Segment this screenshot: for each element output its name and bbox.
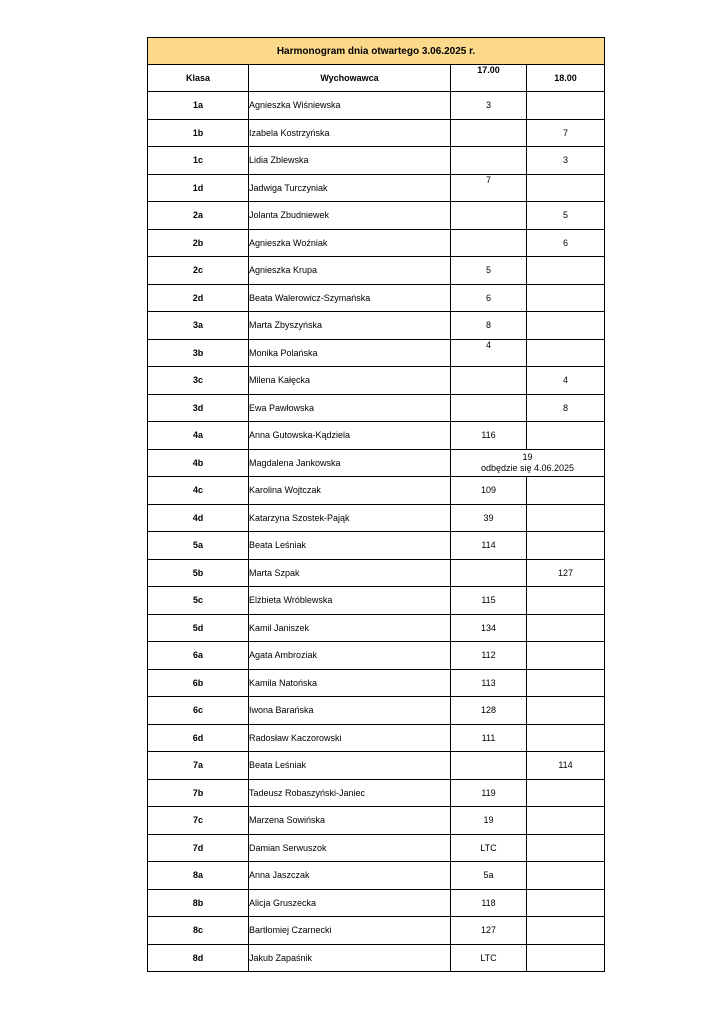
room-18-cell	[527, 92, 605, 120]
class-cell: 4c	[148, 477, 249, 505]
merged-time-cell	[451, 449, 605, 477]
class-cell: 4a	[148, 422, 249, 450]
room-18-cell	[527, 944, 605, 972]
room-17-cell: 114	[451, 532, 527, 560]
table-row	[148, 642, 605, 670]
table-row	[148, 834, 605, 862]
room-17-cell: 118	[451, 889, 527, 917]
teacher-cell: Marzena Sowińska	[249, 807, 451, 835]
teacher-cell: Damian Serwuszok	[249, 834, 451, 862]
room-18-cell: 3	[527, 147, 605, 175]
table-row	[148, 257, 605, 285]
class-cell: 6a	[148, 642, 249, 670]
room-17-cell: 39	[451, 504, 527, 532]
class-cell: 8a	[148, 862, 249, 890]
room-18-cell	[527, 339, 605, 367]
teacher-cell: Jolanta Zbudniewek	[249, 202, 451, 230]
room-18-cell	[527, 587, 605, 615]
teacher-cell: Karolina Wojtczak	[249, 477, 451, 505]
class-cell: 2c	[148, 257, 249, 285]
class-cell: 3d	[148, 394, 249, 422]
class-cell: 4d	[148, 504, 249, 532]
table-row	[148, 614, 605, 642]
room-17-cell	[451, 119, 527, 147]
room-17-cell: 128	[451, 697, 527, 725]
table-row	[148, 862, 605, 890]
class-cell: 7a	[148, 752, 249, 780]
teacher-cell: Agata Ambroziak	[249, 642, 451, 670]
class-cell: 5b	[148, 559, 249, 587]
merged-room: 19	[522, 451, 533, 462]
schedule-table	[147, 37, 605, 972]
table-row	[148, 92, 605, 120]
class-cell: 3a	[148, 312, 249, 340]
room-17-cell: 109	[451, 477, 527, 505]
merged-note: odbędzie się 4.06.2025	[480, 462, 575, 473]
class-cell: 8c	[148, 917, 249, 945]
teacher-cell: Milena Kałęcka	[249, 367, 451, 395]
teacher-cell: Monika Polańska	[249, 339, 451, 367]
table-row	[148, 504, 605, 532]
teacher-cell: Anna Gutowska-Kądziela	[249, 422, 451, 450]
room-17-cell: 111	[451, 724, 527, 752]
class-cell: 6b	[148, 669, 249, 697]
table-row	[148, 752, 605, 780]
table-row	[148, 394, 605, 422]
column-header-17: 17.00	[451, 65, 527, 92]
table-row	[148, 724, 605, 752]
teacher-cell: Marta Szpak	[249, 559, 451, 587]
room-18-cell	[527, 312, 605, 340]
room-18-cell	[527, 779, 605, 807]
room-18-cell: 5	[527, 202, 605, 230]
table-row	[148, 669, 605, 697]
class-cell: 1c	[148, 147, 249, 175]
room-17-cell: 5a	[451, 862, 527, 890]
column-header-18: 18.00	[527, 65, 605, 92]
class-cell: 8b	[148, 889, 249, 917]
room-17-cell	[451, 202, 527, 230]
teacher-cell: Kamil Janiszek	[249, 614, 451, 642]
room-17-cell	[451, 559, 527, 587]
room-18-cell	[527, 889, 605, 917]
class-cell: 4b	[148, 449, 249, 477]
room-18-cell	[527, 284, 605, 312]
teacher-cell: Magdalena Jankowska	[249, 449, 451, 477]
teacher-cell: Ewa Pawłowska	[249, 394, 451, 422]
table-row	[148, 312, 605, 340]
table-row	[148, 202, 605, 230]
table-row	[148, 807, 605, 835]
room-18-cell	[527, 257, 605, 285]
room-17-cell: 3	[451, 92, 527, 120]
room-17-cell	[451, 229, 527, 257]
room-18-cell: 8	[527, 394, 605, 422]
teacher-cell: Agnieszka Wiśniewska	[249, 92, 451, 120]
table-row	[148, 889, 605, 917]
class-cell: 1a	[148, 92, 249, 120]
teacher-cell: Katarzyna Szostek-Pająk	[249, 504, 451, 532]
room-18-cell	[527, 504, 605, 532]
room-17-cell: 19	[451, 807, 527, 835]
room-18-cell	[527, 862, 605, 890]
teacher-cell: Kamila Natońska	[249, 669, 451, 697]
room-17-cell	[451, 147, 527, 175]
room-18-cell	[527, 642, 605, 670]
table-row	[148, 422, 605, 450]
title-row	[148, 38, 605, 65]
room-17-cell: 134	[451, 614, 527, 642]
room-17-cell: 116	[451, 422, 527, 450]
class-cell: 6c	[148, 697, 249, 725]
room-17-cell: LTC	[451, 944, 527, 972]
room-17-cell	[451, 367, 527, 395]
table-row	[148, 944, 605, 972]
room-17-cell: 119	[451, 779, 527, 807]
room-17-cell: 115	[451, 587, 527, 615]
table-row	[148, 917, 605, 945]
room-18-cell: 114	[527, 752, 605, 780]
table-row	[148, 587, 605, 615]
class-cell: 5a	[148, 532, 249, 560]
room-18-cell	[527, 532, 605, 560]
table-row	[148, 339, 605, 367]
room-17-cell	[451, 394, 527, 422]
room-18-cell	[527, 807, 605, 835]
teacher-cell: Radosław Kaczorowski	[249, 724, 451, 752]
teacher-cell: Jadwiga Turczyniak	[249, 174, 451, 202]
header-row	[148, 65, 605, 92]
room-18-cell: 127	[527, 559, 605, 587]
table-row	[148, 449, 605, 477]
room-18-cell: 7	[527, 119, 605, 147]
teacher-cell: Agnieszka Krupa	[249, 257, 451, 285]
table-row	[148, 559, 605, 587]
class-cell: 3b	[148, 339, 249, 367]
room-18-cell	[527, 422, 605, 450]
document-title: Harmonogram dnia otwartego 3.06.2025 r.	[148, 38, 605, 65]
room-18-cell	[527, 614, 605, 642]
class-cell: 2a	[148, 202, 249, 230]
table-row	[148, 532, 605, 560]
class-cell: 8d	[148, 944, 249, 972]
class-cell: 2b	[148, 229, 249, 257]
table-row	[148, 229, 605, 257]
room-17-cell: 113	[451, 669, 527, 697]
teacher-cell: Tadeusz Robaszyński-Janiec	[249, 779, 451, 807]
room-18-cell	[527, 834, 605, 862]
teacher-cell: Marta Zbyszyńska	[249, 312, 451, 340]
teacher-cell: Anna Jaszczak	[249, 862, 451, 890]
room-17-cell: 7	[451, 174, 527, 202]
room-17-cell: LTC	[451, 834, 527, 862]
room-17-cell: 8	[451, 312, 527, 340]
teacher-cell: Beata Leśniak	[249, 752, 451, 780]
teacher-cell: Jakub Zapaśnik	[249, 944, 451, 972]
room-17-cell: 6	[451, 284, 527, 312]
teacher-cell: Bartłomiej Czarnecki	[249, 917, 451, 945]
class-cell: 7d	[148, 834, 249, 862]
column-header-klasa: Klasa	[148, 65, 249, 92]
teacher-cell: Elżbieta Wróblewska	[249, 587, 451, 615]
teacher-cell: Alicja Gruszecka	[249, 889, 451, 917]
room-18-cell	[527, 174, 605, 202]
class-cell: 6d	[148, 724, 249, 752]
room-18-cell	[527, 697, 605, 725]
table-row	[148, 779, 605, 807]
room-17-cell: 5	[451, 257, 527, 285]
table-row	[148, 697, 605, 725]
class-cell: 7c	[148, 807, 249, 835]
teacher-cell: Beata Leśniak	[249, 532, 451, 560]
class-cell: 7b	[148, 779, 249, 807]
class-cell: 5d	[148, 614, 249, 642]
table-row	[148, 284, 605, 312]
class-cell: 5c	[148, 587, 249, 615]
teacher-cell: Beata Walerowicz-Szymańska	[249, 284, 451, 312]
class-cell: 3c	[148, 367, 249, 395]
teacher-cell: Izabela Kostrzyńska	[249, 119, 451, 147]
table-row	[148, 174, 605, 202]
room-18-cell	[527, 917, 605, 945]
column-header-wychowawca: Wychowawca	[249, 65, 451, 92]
room-17-cell: 127	[451, 917, 527, 945]
teacher-cell: Agnieszka Woźniak	[249, 229, 451, 257]
table-row	[148, 119, 605, 147]
table-row	[148, 367, 605, 395]
room-18-cell: 6	[527, 229, 605, 257]
class-cell: 1d	[148, 174, 249, 202]
room-17-cell	[451, 752, 527, 780]
room-18-cell	[527, 669, 605, 697]
teacher-cell: Lidia Zblewska	[249, 147, 451, 175]
class-cell: 2d	[148, 284, 249, 312]
class-cell: 1b	[148, 119, 249, 147]
room-17-cell: 112	[451, 642, 527, 670]
table-row	[148, 477, 605, 505]
room-18-cell	[527, 724, 605, 752]
room-17-cell: 4	[451, 339, 527, 367]
room-18-cell	[527, 477, 605, 505]
table-body	[148, 92, 605, 972]
room-18-cell: 4	[527, 367, 605, 395]
table-row	[148, 147, 605, 175]
teacher-cell: Iwona Barańska	[249, 697, 451, 725]
